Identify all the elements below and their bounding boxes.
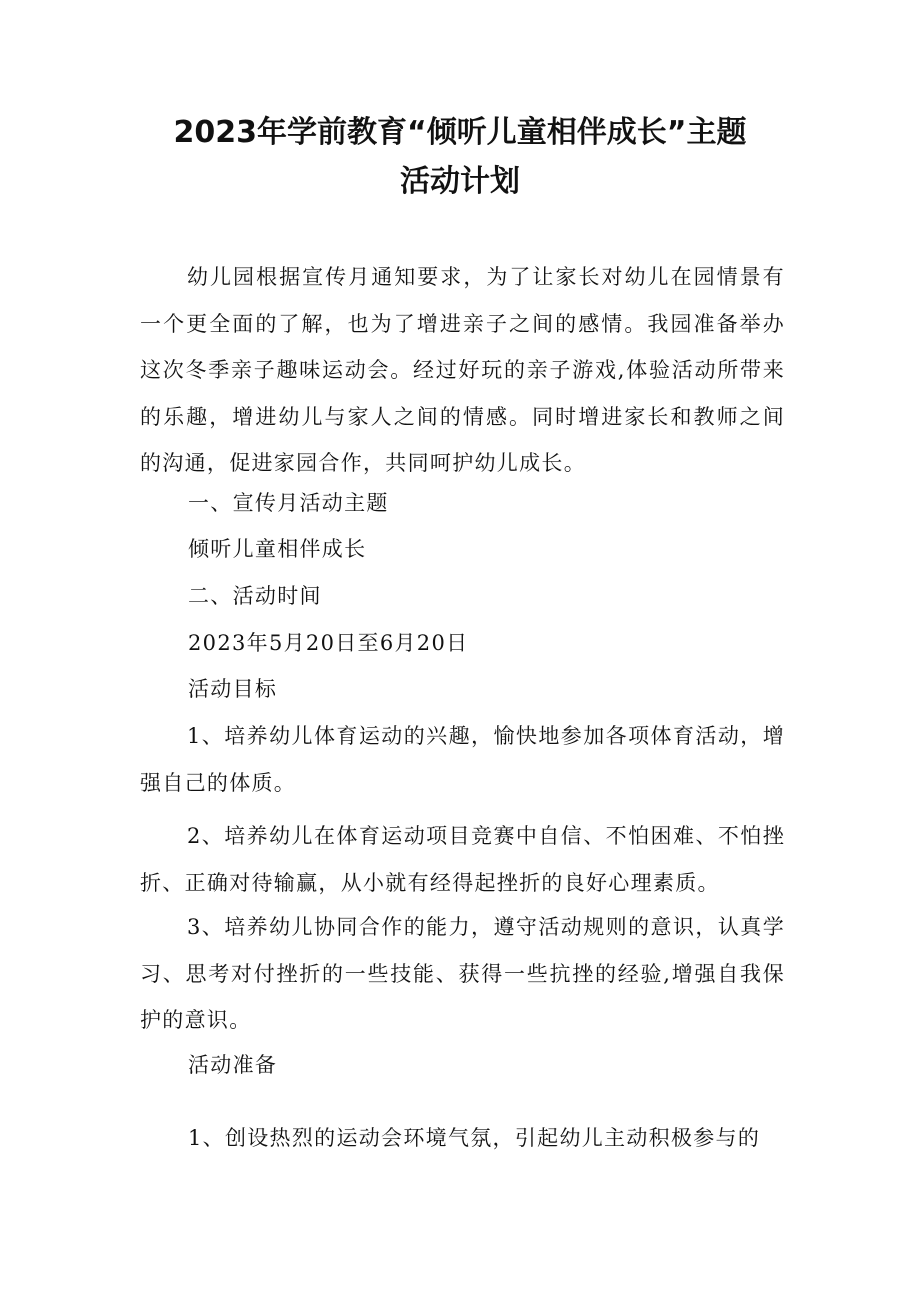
goal-1: 1、培养幼儿体育运动的兴趣，愉快地参加各项体育活动，增强自己的体质。 [140,724,785,795]
prep-heading: 活动准备 [188,1053,278,1077]
document-title-line1: 2023年学前教育“倾听儿童相伴成长”主题 [173,115,747,150]
document-title-line2: 活动计划 [400,164,520,199]
goals-heading: 活动目标 [188,677,278,701]
section2-content: 2023年5月20日至6月20日 [188,631,469,655]
intro-paragraph: 幼儿园根据宣传月通知要求，为了让家长对幼儿在园情景有一个更全面的了解，也为了增进亲子之间的感情。我园准备举办这次冬季亲子趣味运动会。经过好玩的亲子游戏,体验活动所带来的乐趣，增进幼儿与家人之间的情感。同时增进家长和教师之间的沟通，促进家园合作，共同呵护幼儿成长。 [140,265,785,475]
prep-item-1: 1、创设热烈的运动会环境气氛，引起幼儿主动积极参与的 [188,1126,761,1150]
section2-heading: 二、活动时间 [188,584,322,608]
section1-heading: 一、宣传月活动主题 [188,491,389,515]
goal-2: 2、培养幼儿在体育运动项目竞赛中自信、不怕困难、不怕挫折、正确对待输赢，从小就有经得起挫折的良好心理素质。 [140,824,785,895]
section1-content: 倾听儿童相伴成长 [188,537,367,561]
goal-3: 3、培养幼儿协同合作的能力，遵守活动规则的意识，认真学习、思考对付挫折的一些技能、获得一些抗挫的经验,增强自我保护的意识。 [140,915,785,1032]
